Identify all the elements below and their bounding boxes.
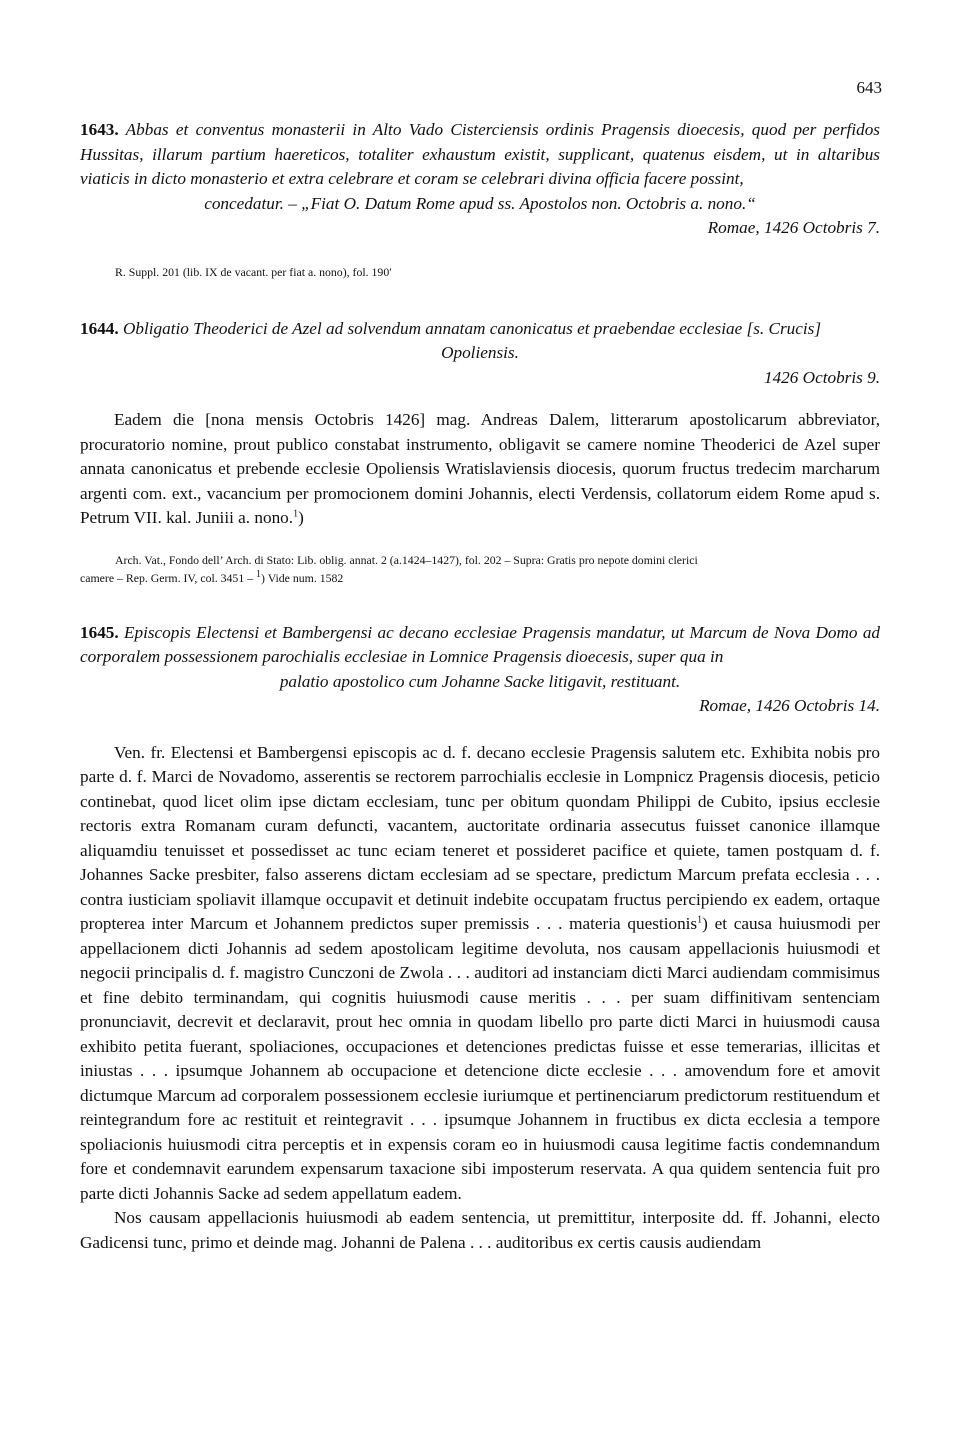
regest-text-last: Opoliensis. bbox=[441, 343, 519, 362]
footnote-mark: 1 bbox=[697, 914, 703, 926]
body-paragraph-1 bbox=[80, 741, 880, 1207]
body-text-cont: ) et causa huiusmodi per appellacionem dicti Johannis ad sedem apostolicam legitime devoluta, nos causam appellacionis huiusmodi et negocii principalis d. f. magistro Cunczoni de Zwola . . . auditori ad instanciam dicti Marci audiendam commisimus et fine debito terminandam, qui cognitis huiusmodi cause meritis . . . per suam diffinitivam sentenciam pronunciavit, decrevit et declaravit, prout hec omnia in quodam libello pro parte dicti Marci in huiusmodi causa exhibito petita fuerant, spoliaciones, occupaciones et detenciones predictas fuisse et esse temerarias, illicitas et iniustas . . . ipsumque Johannem ab occupacione et detencione dicte ecclesie . . . amovendum fore et amovit dictumque Marcum ad corporalem possessionem ecclesie iuriumque et pertinenciarum predictorum restituendum et reintegrandum fore ac restituit et reintegravit . . . ipsumque Johannem in fructibus ex dicta ecclesia a tempore spoliacionis huiusmodi citra perceptis et in expensis coram eo in huiusmodi causa legitime factis condemnandum fore et condemnavit earundem expensarum taxacione sibi imposterum reservata. A qua quidem sentencia fuit pro parte dicti Johannis Sacke ad sedem appellatum eadem. bbox=[80, 914, 880, 1203]
source-line-2: camere – Rep. Germ. IV, col. 3451 – bbox=[80, 570, 257, 585]
source-note: R. Suppl. 201 (lib. IX de vacant. per fiat a. nono), fol. 190′ bbox=[115, 264, 392, 279]
body-text: Ven. fr. Electensi et Bambergensi episcopis ac d. f. decano ecclesie Pragensis salutem etc. Exhibita nobis pro parte d. f. Marci de Novadomo, asserentis se rectorem parrochialis ecclesie in Lompnicz Pragensis diocesis, peticio continebat, quod licet olim ipse dictam ecclesiam, tunc per obitum quondam Philippi de Cubito, ipsius ecclesie rectoris extra Romanam curam defuncti, vacantem, auctoritate ordinaria assecutus fuisset canonice illamque aliquamdiu tenuisset et possedisset ac tunc eciam teneret et possideret pacifice et quiete, tamen postquam d. f. Johannes Sacke presbiter, falso asserens dictam ecclesiam ad se spectare, predictum Marcum prefata ecclesia . . . contra iusticiam spoliavit illamque occupavit et detinuit indebite occupatam fructus percipiendo ex eadem, ortaque propterea inter Marcum et Johannem predictos super premissis . . . materia questionis bbox=[80, 742, 880, 933]
body-text-end: ) bbox=[298, 508, 304, 527]
entry-number: 1644. bbox=[80, 318, 119, 338]
footnote-mark: 1 bbox=[256, 568, 262, 580]
source-note bbox=[80, 551, 880, 587]
regest-text: Obligatio Theoderici de Azel ad solvendum annatam canonicatus et praebendae ecclesiae [s. Crucis] bbox=[122, 318, 822, 338]
footnote-mark: 1 bbox=[293, 508, 299, 520]
dateline: 1426 Octobris 9. bbox=[763, 367, 880, 387]
regest-text-last: concedatur. – „Fiat O. Datum Rome apud ss. Apostolos non. Octobris a. nono.“ bbox=[204, 193, 756, 213]
dateline: Romae, 1426 Octobris 14. bbox=[699, 696, 880, 715]
footnote-text: ) Vide num. 1582 bbox=[261, 570, 344, 585]
page-number: 643 bbox=[856, 78, 882, 97]
regest-text-last: palatio apostolico cum Johanne Sacke litigavit, restituant. bbox=[279, 671, 681, 691]
regest-text: Abbas et conventus monasterii in Alto Vado Cisterciensis ordinis Pragensis dioecesis, quod per perfidos Hussitas, illarum partium haereticos, totaliter exhaustum existit, supplicant, quatenus eisdem, ut in altaribus viaticis in dicto monasterio et extra celebrare et coram se celebrari divina officia facere possint, bbox=[80, 120, 880, 188]
entry-1643 bbox=[80, 118, 880, 281]
dateline: Romae, 1426 Octobris 7. bbox=[707, 218, 880, 237]
page-content bbox=[80, 118, 880, 1255]
body-paragraph-2: Nos causam appellacionis huiusmodi ab eadem sentencia, ut premittitur, interposite dd. ff. Johanni, electo Gadicensi tunc, primo et deinde mag. Johanni de Palena . . . auditoribus ex certis causis audiendam bbox=[80, 1208, 880, 1252]
entry-number: 1645. bbox=[80, 622, 119, 642]
entry-1645 bbox=[80, 621, 880, 1256]
regest bbox=[80, 317, 880, 366]
regest bbox=[80, 118, 880, 216]
body-text: Eadem die [nona mensis Octobris 1426] mag. Andreas Dalem, litterarum apostolicarum abbreviator, procuratorio nomine, prout publico constabat instrumento, obligavit se camere nomine Theoderici de Azel super annata canonicatus et prebende ecclesie Opoliensis Wratislaviensis diocesis, quorum fructus tredecim marcharum argenti com. ext., vacancium per promocionem domini Johannis, electi Verdensis, collatorum eidem Rome apud s. Petrum VII. kal. Juniii a. nono. bbox=[80, 410, 880, 527]
entry-number: 1643. bbox=[80, 120, 119, 139]
entry-1644 bbox=[80, 317, 880, 587]
body-paragraph bbox=[80, 408, 880, 531]
regest-text: Episcopis Electensi et Bambergensi ac decano ecclesiae Pragensis mandatur, ut Marcum de Nova Domo ad corporalem possessionem parochialis ecclesiae in Lomnice Pragensis dioecesis, super qua in bbox=[80, 622, 881, 666]
source-line-1: Arch. Vat., Fondo dell’ Arch. di Stato: Lib. oblig. annat. 2 (a.1424–1427), fol. 202 – Supra: Gratis pro nepote domini clerici bbox=[115, 552, 698, 567]
regest bbox=[80, 621, 880, 695]
